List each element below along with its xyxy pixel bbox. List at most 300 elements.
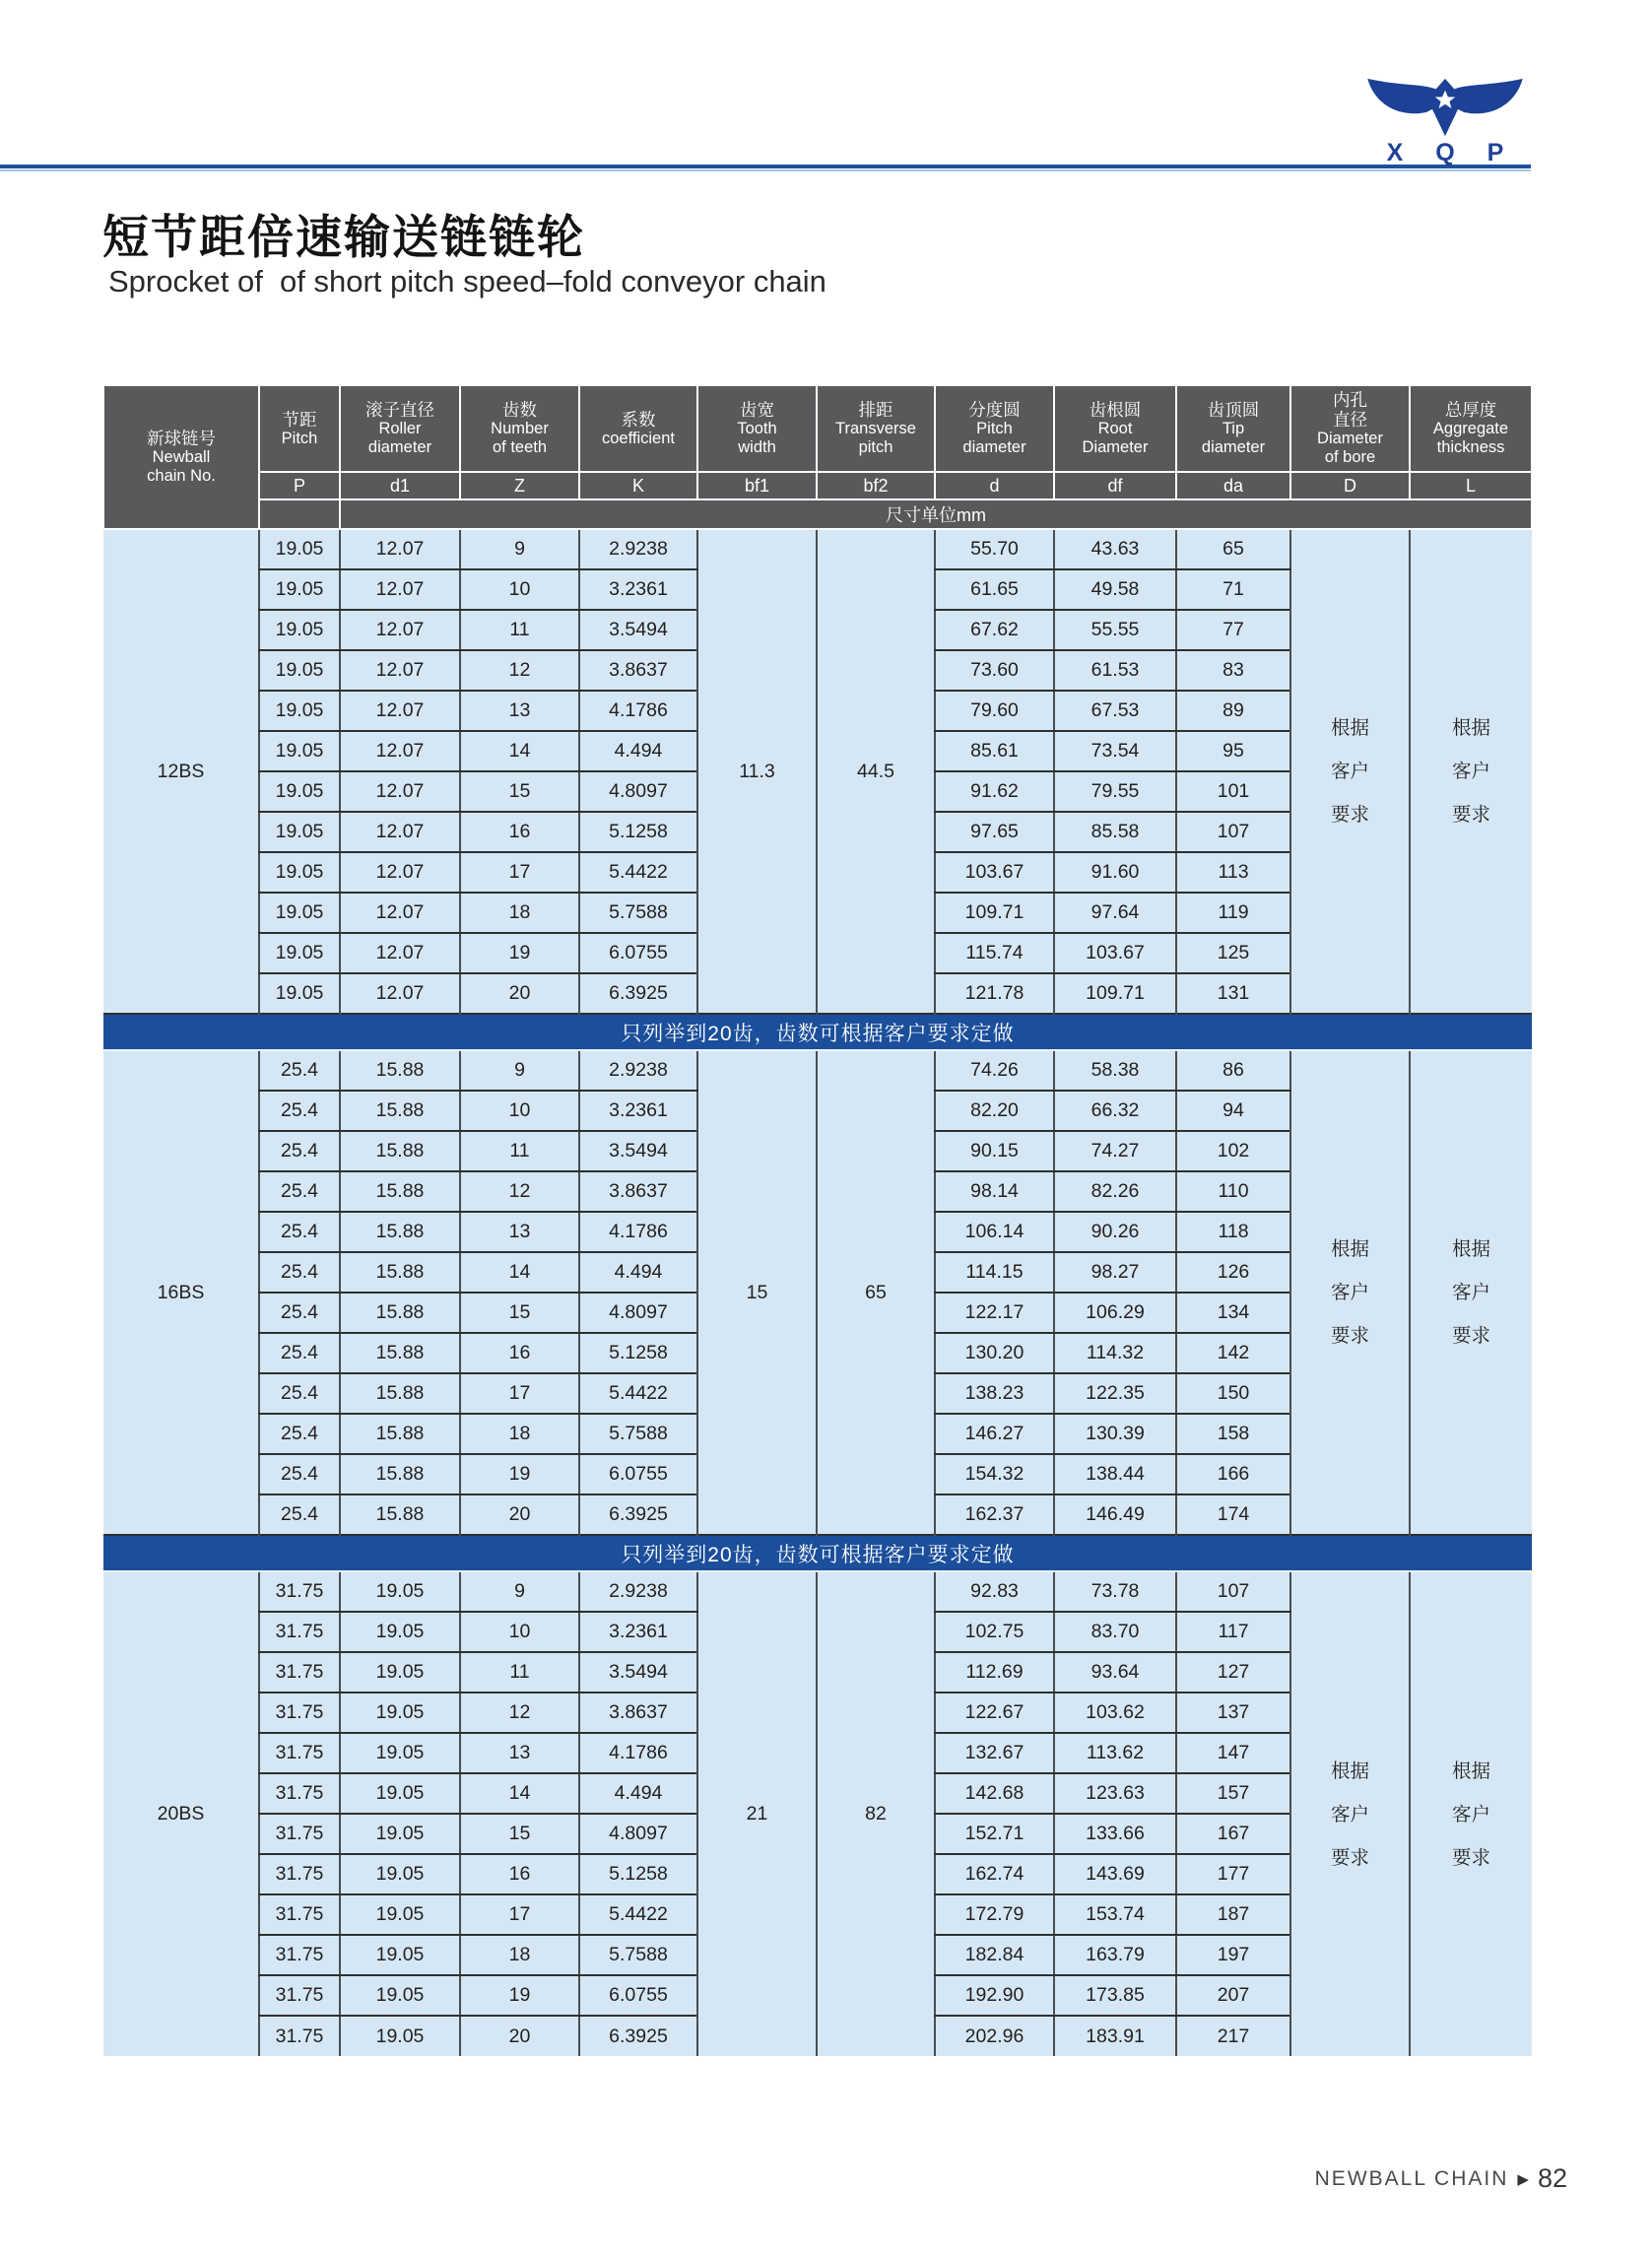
cell-z: 19 xyxy=(460,1975,579,2016)
cell-d: 152.71 xyxy=(935,1814,1054,1854)
cell-d: 114.15 xyxy=(935,1252,1054,1293)
cell-d1: 19.05 xyxy=(340,1693,460,1733)
cell-d1: 12.07 xyxy=(340,569,460,610)
cell-z: 10 xyxy=(460,1091,579,1131)
cell-da: 77 xyxy=(1176,610,1290,650)
cell-z: 18 xyxy=(460,1935,579,1975)
cell-z: 12 xyxy=(460,1171,579,1212)
cell-z: 13 xyxy=(460,1212,579,1252)
cell-p: 19.05 xyxy=(259,610,340,650)
cell-df: 85.58 xyxy=(1054,812,1176,852)
cell-k: 5.4422 xyxy=(579,852,697,893)
cell-d: 172.79 xyxy=(935,1894,1054,1935)
header-rule xyxy=(0,165,1531,168)
cell-d: 103.67 xyxy=(935,852,1054,893)
cell-z: 18 xyxy=(460,893,579,933)
cell-d: 162.37 xyxy=(935,1494,1054,1535)
cell-da: 131 xyxy=(1176,973,1290,1014)
cell-da: 86 xyxy=(1176,1050,1290,1091)
col-header-k: 系数 coefficient xyxy=(579,385,697,472)
cell-p: 19.05 xyxy=(259,893,340,933)
cell-df: 83.70 xyxy=(1054,1612,1176,1652)
cell-d: 98.14 xyxy=(935,1171,1054,1212)
cell-da: 125 xyxy=(1176,933,1290,973)
cell-da: 207 xyxy=(1176,1975,1290,2016)
cell-z: 18 xyxy=(460,1414,579,1454)
col-header-da: 齿顶圆 Tip diameter xyxy=(1176,385,1290,472)
col-header-chain: 新球链号 Newball chain No. xyxy=(103,385,259,529)
footer-page-number: 82 xyxy=(1537,2163,1567,2193)
cell-d: 97.65 xyxy=(935,812,1054,852)
cell-d1: 12.07 xyxy=(340,731,460,771)
cell-p: 19.05 xyxy=(259,529,340,569)
cell-df: 43.63 xyxy=(1054,529,1176,569)
cell-d: 130.20 xyxy=(935,1333,1054,1373)
cell-z: 12 xyxy=(460,650,579,691)
cell-p: 19.05 xyxy=(259,691,340,731)
cell-p: 19.05 xyxy=(259,771,340,812)
cell-p: 19.05 xyxy=(259,973,340,1014)
cell-da: 142 xyxy=(1176,1333,1290,1373)
cell-k: 5.1258 xyxy=(579,1854,697,1894)
bird-logo-icon xyxy=(1360,77,1530,138)
cell-p: 31.75 xyxy=(259,2016,340,2056)
cell-z: 16 xyxy=(460,812,579,852)
cell-p: 25.4 xyxy=(259,1212,340,1252)
cell-da: 71 xyxy=(1176,569,1290,610)
cell-p: 25.4 xyxy=(259,1333,340,1373)
cell-d: 154.32 xyxy=(935,1454,1054,1494)
company-logo xyxy=(1357,77,1533,167)
cell-z: 14 xyxy=(460,1252,579,1293)
header-empty-cell xyxy=(259,499,340,529)
cell-df: 90.26 xyxy=(1054,1212,1176,1252)
cell-da: 110 xyxy=(1176,1171,1290,1212)
col-symbol-k: K xyxy=(579,472,697,499)
chain-no-20BS: 20BS xyxy=(103,1571,259,2056)
cell-da: 126 xyxy=(1176,1252,1290,1293)
cell-d: 142.68 xyxy=(935,1773,1054,1814)
cell-df: 130.39 xyxy=(1054,1414,1176,1454)
cell-z: 13 xyxy=(460,691,579,731)
cell-k: 5.4422 xyxy=(579,1373,697,1414)
cell-p: 19.05 xyxy=(259,812,340,852)
cell-df: 114.32 xyxy=(1054,1333,1176,1373)
cell-df: 133.66 xyxy=(1054,1814,1176,1854)
cell-d: 182.84 xyxy=(935,1935,1054,1975)
cell-d1: 12.07 xyxy=(340,893,460,933)
cell-d: 82.20 xyxy=(935,1091,1054,1131)
cell-p: 19.05 xyxy=(259,933,340,973)
cell-d: 115.74 xyxy=(935,933,1054,973)
cell-da: 101 xyxy=(1176,771,1290,812)
cell-z: 11 xyxy=(460,610,579,650)
cell-da: 158 xyxy=(1176,1414,1290,1454)
cell-k: 4.494 xyxy=(579,1773,697,1814)
cell-p: 19.05 xyxy=(259,731,340,771)
col-symbol-df: df xyxy=(1054,472,1176,499)
cell-z: 13 xyxy=(460,1733,579,1773)
cell-d: 192.90 xyxy=(935,1975,1054,2016)
col-header-d1: 滚子直径 Roller diameter xyxy=(340,385,460,472)
cell-d1: 15.88 xyxy=(340,1494,460,1535)
cell-d1: 12.07 xyxy=(340,812,460,852)
cell-z: 17 xyxy=(460,1894,579,1935)
cell-da: 134 xyxy=(1176,1293,1290,1333)
cell-df: 91.60 xyxy=(1054,852,1176,893)
cell-da: 107 xyxy=(1176,1571,1290,1612)
cell-k: 5.4422 xyxy=(579,1894,697,1935)
cell-bf2: 44.5 xyxy=(817,529,935,1014)
table-header-symbols xyxy=(103,472,1532,499)
cell-d: 74.26 xyxy=(935,1050,1054,1091)
cell-k: 3.2361 xyxy=(579,1612,697,1652)
cell-da: 107 xyxy=(1176,812,1290,852)
cell-p: 31.75 xyxy=(259,1975,340,2016)
table-header-unit xyxy=(103,499,1532,529)
cell-d: 92.83 xyxy=(935,1571,1054,1612)
cell-k: 3.8637 xyxy=(579,650,697,691)
footer-arrow-icon: ▶ xyxy=(1517,2170,1529,2188)
cell-k: 4.1786 xyxy=(579,691,697,731)
cell-k: 3.8637 xyxy=(579,1693,697,1733)
cell-k: 4.1786 xyxy=(579,1212,697,1252)
cell-d1: 15.88 xyxy=(340,1050,460,1091)
cell-d1: 12.07 xyxy=(340,933,460,973)
cell-df: 73.78 xyxy=(1054,1571,1176,1612)
cell-k: 3.5494 xyxy=(579,610,697,650)
note-band: 只列举到20齿，齿数可根据客户要求定做 xyxy=(103,1014,1532,1050)
cell-da: 95 xyxy=(1176,731,1290,771)
cell-d: 61.65 xyxy=(935,569,1054,610)
page-footer xyxy=(1315,2163,1567,2194)
cell-df: 66.32 xyxy=(1054,1091,1176,1131)
spec-table xyxy=(102,384,1533,2056)
cell-d: 106.14 xyxy=(935,1212,1054,1252)
cell-bf1: 21 xyxy=(697,1571,817,2056)
cell-p: 25.4 xyxy=(259,1171,340,1212)
col-symbol-d: d xyxy=(935,472,1054,499)
cell-k: 4.1786 xyxy=(579,1733,697,1773)
cell-p: 31.75 xyxy=(259,1571,340,1612)
cell-d1: 15.88 xyxy=(340,1131,460,1171)
cell-z: 16 xyxy=(460,1854,579,1894)
cell-d1: 19.05 xyxy=(340,1612,460,1652)
cell-k: 3.2361 xyxy=(579,1091,697,1131)
cell-d1: 15.88 xyxy=(340,1333,460,1373)
note-band: 只列举到20齿，齿数可根据客户要求定做 xyxy=(103,1535,1532,1571)
cell-d1: 12.07 xyxy=(340,973,460,1014)
cell-da: 89 xyxy=(1176,691,1290,731)
cell-k: 5.7588 xyxy=(579,1935,697,1975)
cell-d: 79.60 xyxy=(935,691,1054,731)
cell-d1: 12.07 xyxy=(340,771,460,812)
cell-bore-note: 根据 客户 要求 xyxy=(1290,529,1410,1014)
cell-d1: 15.88 xyxy=(340,1212,460,1252)
cell-df: 106.29 xyxy=(1054,1293,1176,1333)
col-header-p: 节距 Pitch xyxy=(259,385,340,472)
cell-d1: 19.05 xyxy=(340,1733,460,1773)
page-title-english: Sprocket of of short pitch speed–fold conveyor chain xyxy=(108,264,826,299)
table-header-names xyxy=(103,385,1532,472)
table-row xyxy=(103,1050,1532,1091)
cell-d1: 19.05 xyxy=(340,1652,460,1693)
col-header-bf2: 排距 Transverse pitch xyxy=(817,385,935,472)
cell-da: 65 xyxy=(1176,529,1290,569)
cell-p: 31.75 xyxy=(259,1612,340,1652)
cell-d1: 15.88 xyxy=(340,1252,460,1293)
col-symbol-D: D xyxy=(1290,472,1410,499)
cell-z: 20 xyxy=(460,1494,579,1535)
cell-z: 9 xyxy=(460,529,579,569)
cell-z: 12 xyxy=(460,1693,579,1733)
cell-df: 109.71 xyxy=(1054,973,1176,1014)
cell-z: 20 xyxy=(460,973,579,1014)
cell-bf1: 15 xyxy=(697,1050,817,1535)
col-symbol-bf2: bf2 xyxy=(817,472,935,499)
col-symbol-z: Z xyxy=(460,472,579,499)
col-symbol-bf1: bf1 xyxy=(697,472,817,499)
cell-p: 25.4 xyxy=(259,1373,340,1414)
cell-df: 103.67 xyxy=(1054,933,1176,973)
cell-d1: 15.88 xyxy=(340,1293,460,1333)
cell-z: 17 xyxy=(460,852,579,893)
cell-k: 5.7588 xyxy=(579,893,697,933)
cell-d1: 12.07 xyxy=(340,852,460,893)
cell-d1: 15.88 xyxy=(340,1454,460,1494)
cell-da: 147 xyxy=(1176,1733,1290,1773)
cell-df: 153.74 xyxy=(1054,1894,1176,1935)
cell-k: 4.8097 xyxy=(579,1293,697,1333)
cell-p: 31.75 xyxy=(259,1733,340,1773)
cell-d1: 19.05 xyxy=(340,1975,460,2016)
cell-df: 122.35 xyxy=(1054,1373,1176,1414)
cell-df: 49.58 xyxy=(1054,569,1176,610)
cell-z: 20 xyxy=(460,2016,579,2056)
cell-df: 67.53 xyxy=(1054,691,1176,731)
cell-k: 2.9238 xyxy=(579,1050,697,1091)
table-row xyxy=(103,1571,1532,1612)
footer-brand-label: NEWBALL CHAIN xyxy=(1314,2166,1509,2190)
cell-d: 122.67 xyxy=(935,1693,1054,1733)
cell-da: 187 xyxy=(1176,1894,1290,1935)
cell-d: 109.71 xyxy=(935,893,1054,933)
cell-df: 143.69 xyxy=(1054,1854,1176,1894)
cell-p: 31.75 xyxy=(259,1814,340,1854)
cell-d: 91.62 xyxy=(935,771,1054,812)
chain-no-16BS: 16BS xyxy=(103,1050,259,1535)
cell-da: 117 xyxy=(1176,1612,1290,1652)
cell-d: 85.61 xyxy=(935,731,1054,771)
cell-k: 6.0755 xyxy=(579,1454,697,1494)
cell-df: 82.26 xyxy=(1054,1171,1176,1212)
cell-df: 74.27 xyxy=(1054,1131,1176,1171)
cell-p: 25.4 xyxy=(259,1293,340,1333)
cell-df: 146.49 xyxy=(1054,1494,1176,1535)
cell-d1: 12.07 xyxy=(340,610,460,650)
cell-p: 25.4 xyxy=(259,1091,340,1131)
cell-d1: 12.07 xyxy=(340,691,460,731)
cell-d1: 19.05 xyxy=(340,2016,460,2056)
cell-p: 25.4 xyxy=(259,1050,340,1091)
cell-d: 112.69 xyxy=(935,1652,1054,1693)
cell-d1: 15.88 xyxy=(340,1091,460,1131)
cell-d1: 19.05 xyxy=(340,1814,460,1854)
chain-no-12BS: 12BS xyxy=(103,529,259,1014)
cell-df: 183.91 xyxy=(1054,2016,1176,2056)
cell-df: 123.63 xyxy=(1054,1773,1176,1814)
cell-d1: 19.05 xyxy=(340,1571,460,1612)
cell-d: 162.74 xyxy=(935,1854,1054,1894)
page-title-chinese: 短节距倍速输送链链轮 xyxy=(102,211,585,263)
cell-da: 83 xyxy=(1176,650,1290,691)
cell-bf2: 82 xyxy=(817,1571,935,2056)
cell-k: 6.3925 xyxy=(579,2016,697,2056)
cell-df: 98.27 xyxy=(1054,1252,1176,1293)
cell-thickness-note: 根据 客户 要求 xyxy=(1410,1050,1532,1535)
cell-z: 9 xyxy=(460,1050,579,1091)
cell-p: 25.4 xyxy=(259,1454,340,1494)
cell-k: 5.1258 xyxy=(579,1333,697,1373)
cell-p: 25.4 xyxy=(259,1131,340,1171)
cell-df: 61.53 xyxy=(1054,650,1176,691)
cell-z: 10 xyxy=(460,569,579,610)
cell-d: 121.78 xyxy=(935,973,1054,1014)
col-header-D: 内孔 直径 Diameter of bore xyxy=(1290,385,1410,472)
cell-da: 166 xyxy=(1176,1454,1290,1494)
cell-k: 4.8097 xyxy=(579,1814,697,1854)
cell-p: 19.05 xyxy=(259,650,340,691)
cell-k: 3.8637 xyxy=(579,1171,697,1212)
cell-d: 122.17 xyxy=(935,1293,1054,1333)
cell-d: 138.23 xyxy=(935,1373,1054,1414)
cell-p: 31.75 xyxy=(259,1935,340,1975)
cell-d1: 15.88 xyxy=(340,1414,460,1454)
cell-df: 173.85 xyxy=(1054,1975,1176,2016)
cell-d1: 19.05 xyxy=(340,1935,460,1975)
cell-da: 167 xyxy=(1176,1814,1290,1854)
cell-k: 6.3925 xyxy=(579,1494,697,1535)
cell-da: 150 xyxy=(1176,1373,1290,1414)
cell-z: 11 xyxy=(460,1131,579,1171)
cell-bore-note: 根据 客户 要求 xyxy=(1290,1571,1410,2056)
cell-bf2: 65 xyxy=(817,1050,935,1535)
cell-p: 25.4 xyxy=(259,1414,340,1454)
table-row xyxy=(103,529,1532,569)
cell-z: 15 xyxy=(460,1814,579,1854)
cell-k: 6.3925 xyxy=(579,973,697,1014)
cell-k: 6.0755 xyxy=(579,933,697,973)
cell-da: 217 xyxy=(1176,2016,1290,2056)
cell-da: 127 xyxy=(1176,1652,1290,1693)
cell-thickness-note: 根据 客户 要求 xyxy=(1410,1571,1532,2056)
cell-df: 97.64 xyxy=(1054,893,1176,933)
note-band-row xyxy=(103,1014,1532,1050)
cell-d: 102.75 xyxy=(935,1612,1054,1652)
cell-z: 9 xyxy=(460,1571,579,1612)
cell-p: 31.75 xyxy=(259,1693,340,1733)
cell-z: 15 xyxy=(460,1293,579,1333)
cell-p: 19.05 xyxy=(259,569,340,610)
cell-p: 31.75 xyxy=(259,1894,340,1935)
cell-z: 14 xyxy=(460,731,579,771)
cell-d: 202.96 xyxy=(935,2016,1054,2056)
cell-z: 11 xyxy=(460,1652,579,1693)
cell-df: 113.62 xyxy=(1054,1733,1176,1773)
cell-p: 25.4 xyxy=(259,1252,340,1293)
cell-df: 138.44 xyxy=(1054,1454,1176,1494)
cell-da: 102 xyxy=(1176,1131,1290,1171)
col-header-d: 分度圆 Pitch diameter xyxy=(935,385,1054,472)
cell-da: 197 xyxy=(1176,1935,1290,1975)
cell-bf1: 11.3 xyxy=(697,529,817,1014)
cell-z: 14 xyxy=(460,1773,579,1814)
cell-d: 146.27 xyxy=(935,1414,1054,1454)
cell-k: 3.5494 xyxy=(579,1131,697,1171)
cell-da: 174 xyxy=(1176,1494,1290,1535)
cell-k: 4.494 xyxy=(579,731,697,771)
cell-z: 16 xyxy=(460,1333,579,1373)
cell-k: 5.7588 xyxy=(579,1414,697,1454)
cell-z: 10 xyxy=(460,1612,579,1652)
col-symbol-L: L xyxy=(1410,472,1532,499)
cell-k: 2.9238 xyxy=(579,529,697,569)
cell-k: 2.9238 xyxy=(579,1571,697,1612)
unit-note: 尺寸单位mm xyxy=(340,499,1532,529)
header-rule-light xyxy=(0,169,1531,171)
cell-k: 3.2361 xyxy=(579,569,697,610)
cell-d1: 12.07 xyxy=(340,529,460,569)
cell-d: 55.70 xyxy=(935,529,1054,569)
cell-z: 19 xyxy=(460,1454,579,1494)
cell-df: 163.79 xyxy=(1054,1935,1176,1975)
cell-df: 73.54 xyxy=(1054,731,1176,771)
cell-da: 157 xyxy=(1176,1773,1290,1814)
col-header-bf1: 齿宽 Tooth width xyxy=(697,385,817,472)
cell-da: 94 xyxy=(1176,1091,1290,1131)
cell-k: 6.0755 xyxy=(579,1975,697,2016)
col-header-z: 齿数 Number of teeth xyxy=(460,385,579,472)
cell-d1: 12.07 xyxy=(340,650,460,691)
cell-d1: 19.05 xyxy=(340,1894,460,1935)
col-header-L: 总厚度 Aggregate thickness xyxy=(1410,385,1532,472)
cell-df: 58.38 xyxy=(1054,1050,1176,1091)
cell-d: 132.67 xyxy=(935,1733,1054,1773)
cell-df: 103.62 xyxy=(1054,1693,1176,1733)
cell-da: 118 xyxy=(1176,1212,1290,1252)
cell-p: 31.75 xyxy=(259,1652,340,1693)
cell-df: 93.64 xyxy=(1054,1652,1176,1693)
cell-d1: 19.05 xyxy=(340,1773,460,1814)
cell-z: 19 xyxy=(460,933,579,973)
cell-da: 177 xyxy=(1176,1854,1290,1894)
cell-d1: 15.88 xyxy=(340,1171,460,1212)
col-symbol-da: da xyxy=(1176,472,1290,499)
cell-z: 15 xyxy=(460,771,579,812)
cell-d1: 15.88 xyxy=(340,1373,460,1414)
col-header-df: 齿根圆 Root Diameter xyxy=(1054,385,1176,472)
cell-k: 4.494 xyxy=(579,1252,697,1293)
note-band-row xyxy=(103,1535,1532,1571)
cell-d: 67.62 xyxy=(935,610,1054,650)
cell-bore-note: 根据 客户 要求 xyxy=(1290,1050,1410,1535)
cell-p: 25.4 xyxy=(259,1494,340,1535)
cell-da: 119 xyxy=(1176,893,1290,933)
cell-p: 31.75 xyxy=(259,1773,340,1814)
cell-d: 73.60 xyxy=(935,650,1054,691)
cell-k: 3.5494 xyxy=(579,1652,697,1693)
col-symbol-d1: d1 xyxy=(340,472,460,499)
